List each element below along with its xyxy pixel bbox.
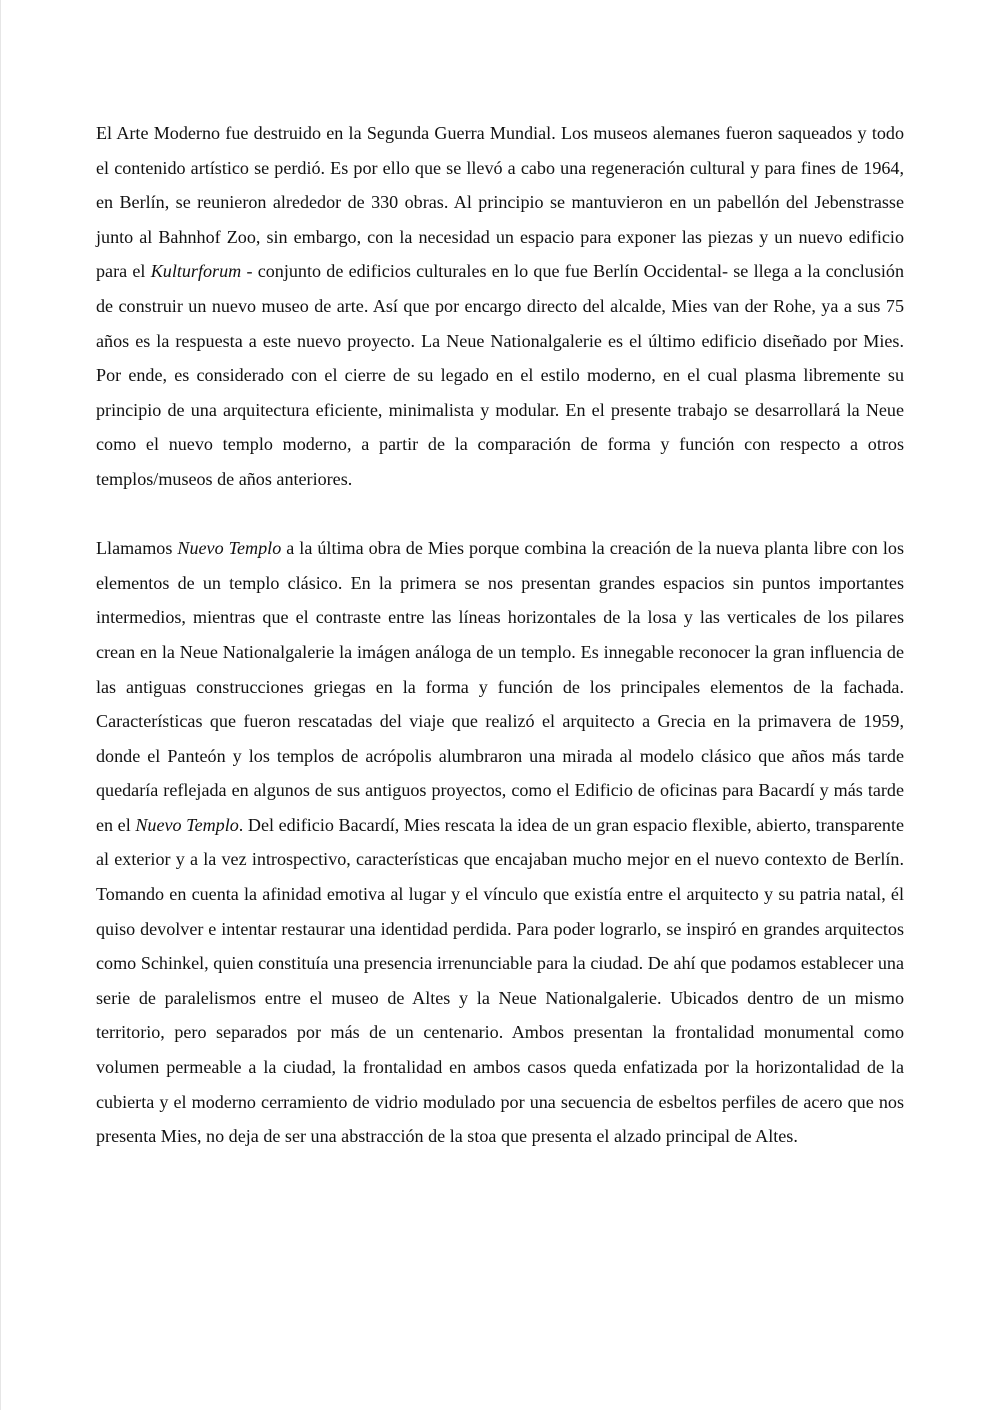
paragraph-nuevo-templo [96, 531, 904, 1154]
text-run: El Arte Moderno fue destruido en la Segunda Guerra Mundial. Los museos alemanes fueron saqueados y todo el contenido artístico se perdió. Es por ello que se llevó a cabo una regeneración cultural y para fines de 1964, en Berlín, se reunieron alrededor de 330 obras. Al principio se mantuvieron en un pabellón del Jebenstrasse junto al Bahnhof Zoo, sin embargo, con la necesidad un espacio para exponer las piezas y un nuevo edificio para el [96, 123, 904, 282]
italic-term-nuevo-templo: Nuevo Templo [135, 814, 239, 835]
text-run: a la última obra de Mies porque combina la creación de la nueva planta libre con los elementos de un templo clásico. En la primera se nos presentan grandes espacios sin puntos importantes intermedios, mientras que el contraste entre las líneas horizontales de la losa y las verticales de los pilares crean en la Neue Nationalgalerie la imágen análoga de un templo. Es innegable reconocer la gran influencia de las antiguas construcciones griegas en la forma y función de los principales elementos de la fachada. Características que fueron rescatadas del viaje que realizó el arquitecto a Grecia en la primavera de 1959, donde el Panteón y los templos de acrópolis alumbraron una mirada al modelo clásico que años más tarde quedaría reflejada en algunos de sus antiguos proyectos, como el Edificio de oficinas para Bacardí y más tarde en el [96, 538, 904, 835]
text-run: . Del edificio Bacardí, Mies rescata la idea de un gran espacio flexible, abierto, transparente al exterior y a la vez introspectivo, características que encajaban mucho mejor en el nuevo contexto de Berlín. Tomando en cuenta la afinidad emotiva al lugar y el vínculo que existía entre el arquitecto y su patria natal, él quiso devolver e intentar restaurar una identidad perdida. Para poder lograrlo, se inspiró en grandes arquitectos como Schinkel, quien constituía una presencia irrenunciable para la ciudad. De ahí que podamos establecer una serie de paralelismos entre el museo de Altes y la Neue Nationalgalerie. Ubicados dentro de un mismo territorio, pero separados por más de un centenario. Ambos presentan la frontalidad monumental como volumen permeable a la ciudad, la frontalidad en ambos casos queda enfatizada por la horizontalidad de la cubierta y el moderno cerramiento de vidrio modulado por una secuencia de esbeltos perfiles de acero que nos presenta Mies, no deja de ser una abstracción de la stoa que presenta el alzado principal de Altes. [96, 814, 905, 1147]
document-body [96, 116, 904, 1154]
italic-term-kulturforum: Kulturforum [150, 261, 242, 282]
text-run: Llamamos [96, 538, 178, 559]
italic-term-nuevo-templo: Nuevo Templo [177, 538, 282, 559]
text-run: - conjunto de edificios culturales en lo que fue Berlín Occidental- se llega a la conclusión de construir un nuevo museo de arte. Así que por encargo directo del alcalde, Mies van der Rohe, ya a sus 75 años es la respuesta a este nuevo proyecto. La Neue Nationalgalerie es el último edificio diseñado por Mies. Por ende, es considerado con el cierre de su legado en el estilo moderno, en el cual plasma libremente su principio de una arquitectura eficiente, minimalista y modular. En el presente trabajo se desarrollará la Neue como el nuevo templo moderno, a partir de la comparación de forma y función con respecto a otros templos/museos de años anteriores. [96, 261, 904, 489]
paragraph-intro [96, 116, 904, 497]
